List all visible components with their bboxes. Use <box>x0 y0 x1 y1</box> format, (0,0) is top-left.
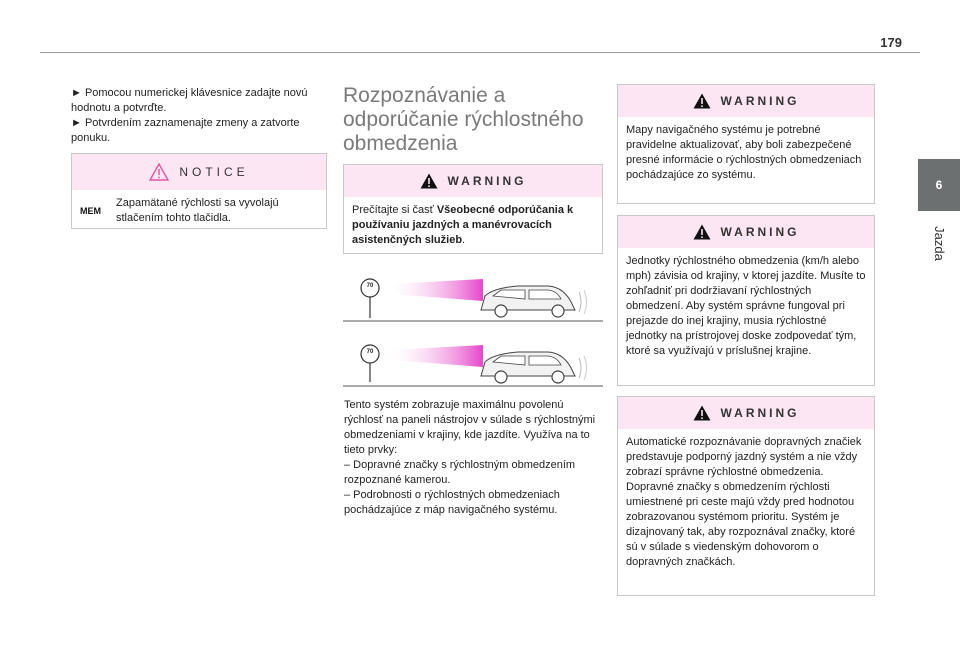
header-rule <box>40 52 920 53</box>
warning-text-end: . <box>462 234 466 246</box>
scene-2 <box>343 345 603 386</box>
chapter-tab[interactable]: 6 <box>918 159 960 211</box>
description <box>344 398 604 518</box>
step-1: ► Pomocou numerickej klávesnice zadajte novú hodnotu a potvrďte. <box>71 87 308 114</box>
warning-body <box>618 429 874 578</box>
warning-title: WARNING <box>720 94 800 108</box>
speed-sign-value-2: 70 <box>366 349 374 355</box>
warning-box-3 <box>617 215 875 386</box>
warning-text-bold: Všeobecné odporúčania k používaniu jazdných a manévrovacích asistenčných služieb <box>352 204 574 246</box>
description-item-1: – Dopravné značky s rýchlostným obmedzením rozpoznané kamerou. <box>344 459 576 486</box>
description-item-2: – Podrobnosti o rýchlostných obmedzeniach pochádzajúce z máp navigačného systému. <box>344 489 560 516</box>
speed-sign-value-1: 70 <box>366 283 374 289</box>
warning-text: Automatické rozpoznávanie dopravných značiek predstavuje podporný jazdný systém a nie vždy zobrazí správne rýchlostné obmedzenia. Dopravné značky s obmedzením rýchlosti umiestnené pri ceste majú vždy pred hodnotou zobrazovanou systémom prioritu. Systém je dizajnovaný tak, aby rozpoznával značky, ktoré sú v súlade s viedenským dohovorom o dopravných značkách. <box>626 436 862 568</box>
mem-button-icon: MEM <box>80 205 101 216</box>
notice-title: NOTICE <box>179 165 249 179</box>
warning-box-4 <box>617 396 875 596</box>
warning-title: WARNING <box>720 406 800 420</box>
warning-triangle-icon <box>693 93 711 109</box>
warning-header <box>618 397 874 429</box>
steps <box>71 86 327 146</box>
warning-title: WARNING <box>447 174 527 188</box>
warning-triangle-icon <box>420 173 438 189</box>
notice-box <box>71 153 327 229</box>
car-camera-illustration <box>343 268 603 390</box>
warning-body <box>618 117 874 191</box>
warning-triangle-icon <box>693 405 711 421</box>
warning-text-plain: Prečítajte si časť <box>352 204 437 216</box>
step-2: ► Potvrdením zaznamenajte zmeny a zatvorte ponuku. <box>71 117 300 144</box>
scene-1 <box>343 279 603 321</box>
warning-header <box>344 165 602 197</box>
notice-body <box>72 190 326 232</box>
warning-text: Jednotky rýchlostného obmedzenia (km/h alebo mph) závisia od krajiny, v ktorej jazdíte. Musíte to zohľadniť pri dodržiavaní rýchlostných obmedzení. Aby systém správne fungoval pri prejazde do inej krajiny, musia rýchlostné jednotky na prístrojovej doske zodpovedať tým, ktoré sa využívajú v príslušnej krajine. <box>626 255 866 357</box>
notice-text: Zapamätané rýchlosti sa vyvolajú stlačením tohto tlačidla. <box>116 197 279 224</box>
warning-header <box>618 216 874 248</box>
warning-text: Mapy navigačného systému je potrebné pravidelne aktualizovať, aby boli zabezpečené presné informácie o rýchlostných obmedzeniach pochádzajúce zo systému. <box>626 124 862 181</box>
warning-header <box>618 85 874 117</box>
notice-header <box>72 154 326 190</box>
warning-box-1 <box>343 164 603 254</box>
warning-text <box>352 203 594 248</box>
warning-body <box>344 197 602 256</box>
warning-box-2 <box>617 84 875 204</box>
section-label-text: Jazda <box>931 225 947 261</box>
warning-body <box>618 248 874 367</box>
speed-sign-illustration <box>343 268 603 390</box>
warning-title: WARNING <box>720 225 800 239</box>
section-label <box>918 213 960 273</box>
notice-warning-triangle-icon <box>149 163 169 181</box>
page-number: 179 <box>880 35 902 50</box>
description-intro: Tento systém zobrazuje maximálnu povolenú rýchlosť na paneli nástrojov v súlade s rýchlostnými obmedzeniami v krajiny, kde jazdíte. Využíva na to tieto prvky: <box>344 399 596 456</box>
warning-triangle-icon <box>693 224 711 240</box>
section-heading: Rozpoznávanie a odporúčanie rýchlostného obmedzenia <box>343 84 584 155</box>
